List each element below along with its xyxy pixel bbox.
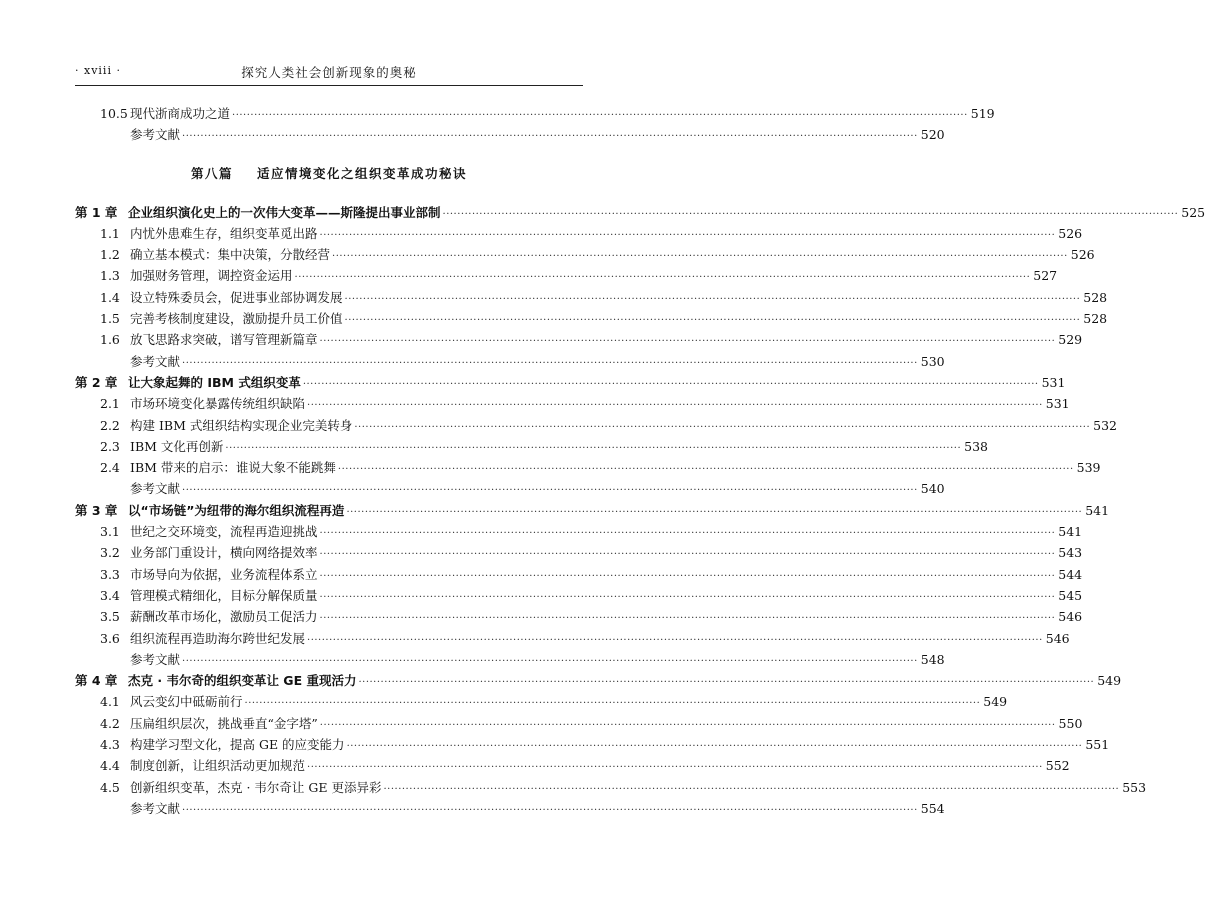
entry-title: 风云变幻中砥砺前行 bbox=[130, 694, 243, 710]
entry-title: 杰克 · 韦尔奇的组织变革让 GE 重现活力 bbox=[128, 673, 357, 689]
entry-title: 市场导向为依据，业务流程体系立 bbox=[130, 566, 318, 582]
entry-page-number: 551 bbox=[1085, 737, 1110, 753]
entry-title: 参考文献 bbox=[130, 127, 181, 143]
entry-title: IBM 文化再创新 bbox=[130, 438, 224, 454]
dot-leader: ········································································································································································································ bbox=[307, 762, 1043, 774]
running-title: 探究人类社会创新现象的奥秘 bbox=[241, 65, 417, 80]
toc-section-entry[interactable] bbox=[75, 244, 1095, 265]
entry-title: 构建 IBM 式组织结构实现企业完美转身 bbox=[130, 417, 353, 433]
entry-page-number: 543 bbox=[1058, 545, 1083, 561]
entry-text bbox=[100, 691, 245, 712]
entry-page-number: 550 bbox=[1058, 715, 1083, 731]
dot-leader: ········································································································································································································ bbox=[232, 110, 968, 121]
entry-title: 参考文献 bbox=[130, 353, 181, 369]
dot-leader: ········································································································································································································ bbox=[319, 570, 1056, 582]
entry-number: 3.3 bbox=[100, 566, 120, 582]
entry-text bbox=[75, 500, 346, 521]
entry-text bbox=[100, 351, 182, 372]
entry-title: 市场环境变化暴露传统组织缺陷 bbox=[130, 396, 306, 412]
entry-page-number: 532 bbox=[1093, 417, 1117, 433]
entry-number: 第 1 章 bbox=[75, 204, 118, 220]
entry-page-number: 546 bbox=[1058, 609, 1083, 625]
toc-chapter-entry[interactable] bbox=[75, 202, 1205, 223]
entry-page-number: 527 bbox=[1033, 268, 1058, 284]
toc-section-entry[interactable] bbox=[75, 478, 945, 499]
entry-page-number: 529 bbox=[1058, 332, 1083, 348]
entry-page-number: 552 bbox=[1045, 758, 1070, 774]
entry-title: 参考文献 bbox=[130, 651, 181, 667]
entry-text bbox=[100, 415, 354, 436]
dot-leader: ········································································································································································································ bbox=[225, 442, 962, 454]
entry-number: 第 3 章 bbox=[75, 502, 118, 518]
entry-number: 3.6 bbox=[100, 630, 120, 646]
entry-number: 4.4 bbox=[100, 758, 120, 774]
dot-leader: ········································································································································································································ bbox=[344, 293, 1081, 305]
entry-page-number: 519 bbox=[970, 106, 995, 121]
dot-leader: ········································································································································································································ bbox=[354, 421, 1091, 433]
entry-page-number: 526 bbox=[1070, 247, 1095, 263]
entry-text bbox=[100, 628, 307, 649]
entry-number: 1.4 bbox=[100, 289, 120, 305]
entry-page-number: 545 bbox=[1058, 587, 1083, 603]
entry-title: 让大象起舞的 IBM 式组织变革 bbox=[128, 374, 301, 390]
dot-leader: ········································································································································································································ bbox=[319, 719, 1056, 731]
entry-text bbox=[100, 244, 332, 265]
entry-title: 内忧外患难生存，组织变革觅出路 bbox=[130, 225, 318, 241]
dot-leader: ········································································································································································································ bbox=[319, 528, 1056, 540]
entry-text bbox=[100, 585, 320, 606]
dot-leader: ········································································································································································································ bbox=[182, 485, 918, 497]
dot-leader: ········································································································································································································ bbox=[442, 208, 1179, 220]
toc-section-entry[interactable] bbox=[75, 798, 945, 819]
entry-text bbox=[100, 223, 320, 244]
entry-text bbox=[100, 713, 320, 734]
toc-section-entry[interactable] bbox=[75, 649, 945, 670]
entry-title: 企业组织演化史上的一次伟大变革——斯隆提出事业部制 bbox=[128, 204, 441, 220]
entry-page-number: 546 bbox=[1045, 630, 1070, 646]
toc-section-entry[interactable] bbox=[75, 124, 945, 145]
entry-text bbox=[100, 777, 383, 798]
toc-section-entry[interactable] bbox=[75, 351, 945, 372]
part-title: 适应情境变化之组织变革成功秘诀 bbox=[257, 165, 468, 181]
toc-section-entry[interactable] bbox=[75, 606, 1083, 627]
entry-number: 1.5 bbox=[100, 311, 120, 327]
entry-text bbox=[100, 521, 320, 542]
entry-number: 4.5 bbox=[100, 779, 120, 795]
entry-number: 2.3 bbox=[100, 438, 120, 454]
dot-leader: ········································································································································································································ bbox=[307, 400, 1043, 412]
entry-title: 薪酬改革市场化，激励员工促活力 bbox=[130, 609, 318, 625]
page-header bbox=[75, 61, 583, 86]
part-label: 第八篇 bbox=[190, 165, 233, 181]
entry-title: 确立基本模式：集中决策，分散经营 bbox=[130, 247, 331, 263]
toc-section-entry[interactable] bbox=[75, 713, 1083, 734]
entry-text bbox=[75, 202, 443, 223]
entry-title: 现代浙商成功之道 bbox=[130, 106, 231, 121]
toc-section-entry[interactable] bbox=[75, 691, 1008, 712]
entry-number: 第 2 章 bbox=[75, 374, 118, 390]
entry-title: 参考文献 bbox=[130, 481, 181, 497]
entry-page-number: 548 bbox=[920, 651, 945, 667]
entry-page-number: 553 bbox=[1122, 779, 1147, 795]
entry-number: 3.4 bbox=[100, 587, 120, 603]
entry-number: 3.2 bbox=[100, 545, 120, 561]
entry-number: 2.1 bbox=[100, 396, 120, 412]
entry-page-number: 538 bbox=[964, 438, 989, 454]
dot-leader: ········································································································································································································ bbox=[332, 251, 1068, 263]
dot-leader: ········································································································································································································ bbox=[319, 613, 1056, 625]
entry-text bbox=[100, 542, 320, 563]
entry-page-number: 549 bbox=[1097, 673, 1122, 689]
toc-section-entry[interactable] bbox=[75, 223, 1083, 244]
entry-title: 加强财务管理，调控资金运用 bbox=[130, 268, 293, 284]
toc-section-entry[interactable] bbox=[75, 734, 1110, 755]
toc-section-entry[interactable] bbox=[75, 585, 1083, 606]
toc-section-entry[interactable] bbox=[75, 457, 1101, 478]
entry-page-number: 540 bbox=[920, 481, 945, 497]
entry-text bbox=[100, 798, 182, 819]
dot-leader: ········································································································································································································ bbox=[344, 315, 1081, 327]
toc-section-entry[interactable] bbox=[75, 329, 1083, 350]
entry-number: 1.1 bbox=[100, 225, 120, 241]
dot-leader: ········································································································································································································ bbox=[294, 272, 1031, 284]
entry-text bbox=[100, 329, 320, 350]
dot-leader: ········································································································································································································ bbox=[182, 804, 918, 816]
entry-page-number: 541 bbox=[1058, 524, 1083, 540]
entry-number: 2.2 bbox=[100, 417, 120, 433]
entry-title: 管理模式精细化，目标分解保质量 bbox=[130, 587, 318, 603]
entry-title: 参考文献 bbox=[130, 800, 181, 816]
entry-number: 4.1 bbox=[100, 694, 120, 710]
entry-page-number: 530 bbox=[920, 353, 945, 369]
entry-page-number: 531 bbox=[1041, 374, 1066, 390]
entry-text bbox=[100, 124, 182, 145]
entry-text bbox=[100, 265, 295, 286]
entry-page-number: 539 bbox=[1076, 460, 1101, 476]
table-of-contents bbox=[75, 103, 1205, 819]
entry-page-number: 520 bbox=[920, 127, 945, 143]
dot-leader: ········································································································································································································ bbox=[337, 464, 1074, 476]
dot-leader: ········································································································································································································ bbox=[319, 549, 1056, 561]
entry-number: 4.3 bbox=[100, 737, 120, 753]
entry-text bbox=[100, 393, 307, 414]
entry-number: 第 4 章 bbox=[75, 673, 118, 689]
dot-leader: ········································································································································································································ bbox=[319, 229, 1056, 241]
toc-section-entry[interactable] bbox=[75, 415, 1117, 436]
dot-leader: ········································································································································································································ bbox=[182, 357, 918, 369]
toc-section-entry[interactable] bbox=[75, 564, 1083, 585]
dot-leader: ········································································································································································································ bbox=[346, 506, 1083, 518]
entry-number: 1.2 bbox=[100, 247, 120, 263]
dot-leader: ········································································································································································································ bbox=[319, 591, 1056, 603]
entry-number: 1.6 bbox=[100, 332, 120, 348]
entry-page-number: 525 bbox=[1181, 204, 1205, 220]
entry-title: 设立特殊委员会，促进事业部协调发展 bbox=[130, 289, 343, 305]
part-heading bbox=[75, 146, 583, 202]
entry-title: IBM 带来的启示：谁说大象不能跳舞 bbox=[130, 460, 336, 476]
dot-leader: ········································································································································································································ bbox=[244, 698, 981, 710]
entry-number: 4.2 bbox=[100, 715, 120, 731]
entry-text bbox=[100, 457, 338, 478]
entry-page-number: 544 bbox=[1058, 566, 1083, 582]
dot-leader: ········································································································································································································ bbox=[182, 131, 918, 143]
toc-section-entry[interactable] bbox=[75, 542, 1083, 563]
dot-leader: ········································································································································································································ bbox=[182, 655, 918, 667]
toc-chapter-entry[interactable] bbox=[75, 670, 1122, 691]
entry-title: 世纪之交环境变，流程再造迎挑战 bbox=[130, 524, 318, 540]
entry-text bbox=[75, 670, 358, 691]
dot-leader: ········································································································································································································ bbox=[319, 336, 1056, 348]
entry-title: 压扁组织层次，挑战垂直“金字塔” bbox=[130, 715, 318, 731]
entry-number: 2.4 bbox=[100, 460, 120, 476]
toc-section-entry[interactable] bbox=[75, 755, 1070, 776]
dot-leader: ········································································································································································································ bbox=[346, 741, 1083, 753]
toc-section-entry[interactable] bbox=[75, 393, 1070, 414]
entry-text bbox=[100, 103, 232, 124]
entry-text bbox=[100, 606, 320, 627]
entry-text bbox=[100, 308, 345, 329]
entry-number: 10.5 bbox=[100, 106, 128, 121]
entry-title: 组织流程再造助海尔跨世纪发展 bbox=[130, 630, 306, 646]
entry-text bbox=[100, 649, 182, 670]
toc-section-entry[interactable] bbox=[75, 436, 989, 457]
dot-leader: ········································································································································································································ bbox=[302, 378, 1039, 390]
toc-chapter-entry[interactable] bbox=[75, 372, 1066, 393]
entry-number: 3.5 bbox=[100, 609, 120, 625]
entry-text bbox=[100, 436, 225, 457]
toc-chapter-entry[interactable] bbox=[75, 500, 1110, 521]
entry-page-number: 528 bbox=[1083, 311, 1108, 327]
toc-section-entry[interactable] bbox=[75, 777, 1147, 798]
toc-section-entry[interactable] bbox=[75, 103, 995, 124]
entry-text bbox=[100, 564, 320, 585]
dot-leader: ········································································································································································································ bbox=[383, 783, 1120, 795]
entry-text bbox=[100, 287, 345, 308]
entry-title: 业务部门重设计，横向网络提效率 bbox=[130, 545, 318, 561]
toc-section-entry[interactable] bbox=[75, 287, 1108, 308]
entry-text bbox=[100, 478, 182, 499]
page-number: · xviii · bbox=[75, 64, 121, 77]
entry-number: 3.1 bbox=[100, 524, 120, 540]
entry-page-number: 541 bbox=[1085, 502, 1110, 518]
entry-text bbox=[100, 734, 347, 755]
toc-section-entry[interactable] bbox=[75, 628, 1070, 649]
entry-page-number: 531 bbox=[1045, 396, 1070, 412]
entry-title: 放飞思路求突破，谱写管理新篇章 bbox=[130, 332, 318, 348]
toc-section-entry[interactable] bbox=[75, 308, 1108, 329]
entry-page-number: 554 bbox=[920, 800, 945, 816]
entry-number: 1.3 bbox=[100, 268, 120, 284]
dot-leader: ········································································································································································································ bbox=[307, 634, 1043, 646]
entry-title: 制度创新，让组织活动更加规范 bbox=[130, 758, 306, 774]
dot-leader: ········································································································································································································ bbox=[358, 677, 1095, 689]
entry-title: 以“市场链”为纽带的海尔组织流程再造 bbox=[128, 502, 345, 518]
entry-page-number: 526 bbox=[1058, 225, 1083, 241]
entry-page-number: 549 bbox=[983, 694, 1008, 710]
entry-title: 完善考核制度建设，激励提升员工价值 bbox=[130, 311, 343, 327]
entry-title: 构建学习型文化，提高 GE 的应变能力 bbox=[130, 737, 345, 753]
entry-title: 创新组织变革，杰克 · 韦尔奇让 GE 更添异彩 bbox=[130, 779, 382, 795]
toc-section-entry[interactable] bbox=[75, 521, 1083, 542]
entry-text bbox=[100, 755, 307, 776]
entry-page-number: 528 bbox=[1083, 289, 1108, 305]
entry-text bbox=[75, 372, 303, 393]
toc-section-entry[interactable] bbox=[75, 265, 1058, 286]
